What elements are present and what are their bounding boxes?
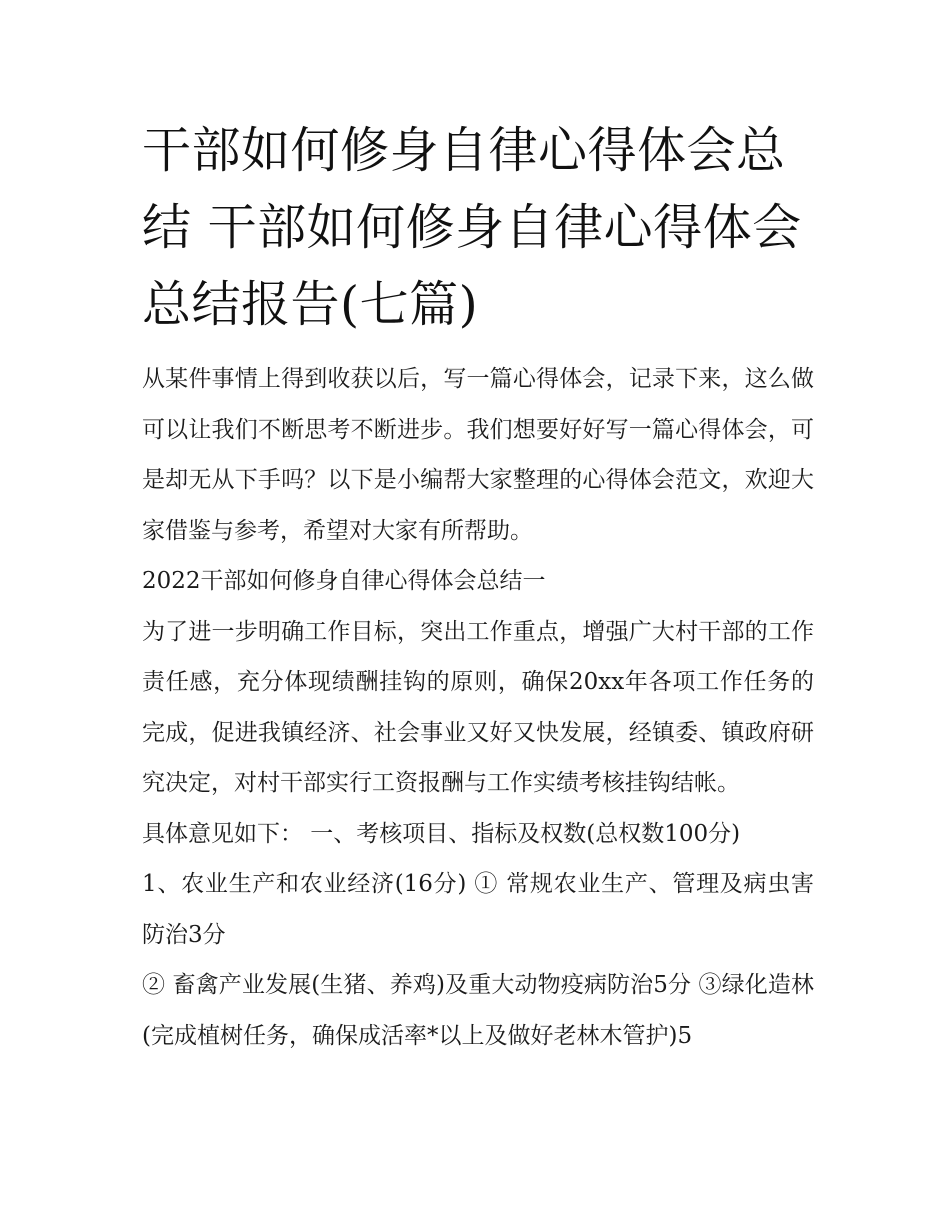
document-title: 干部如何修身自律心得体会总结 干部如何修身自律心得体会总结报告(七篇) — [142, 122, 802, 333]
body-paragraph: ② 畜禽产业发展(生猪、养鸡)及重大动物疫病防治5分 ③绿化造林(完成植树任务，确保成活率*以上及做好老林木管护)5 — [142, 972, 814, 1049]
intro-paragraph: 从某件事情上得到收获以后，写一篇心得体会，记录下来，这么做可以让我们不断思考不断进步。我们想要好好写一篇心得体会，可是却无从下手吗？以下是小编帮大家整理的心得体会范文，欢迎大家借鉴与参考，希望对大家有所帮助。 — [142, 366, 814, 544]
body-paragraph: 为了进一步明确工作目标，突出工作重点，增强广大村干部的工作责任感，充分体现绩酬挂钩的原则，确保20xx年各项工作任务的完成，促进我镇经济、社会事业又好又快发展，经镇委、镇政府研究决定，对村干部实行工资报酬与工作实绩考核挂钩结帐。 — [142, 618, 814, 796]
body-paragraph: 具体意见如下： 一、考核项目、指标及权数(总权数100分) — [142, 820, 741, 847]
body-paragraph: 1、农业生产和农业经济(16分) ① 常规农业生产、管理及病虫害防治3分 — [142, 871, 814, 948]
section-heading: 2022干部如何修身自律心得体会总结一 — [142, 568, 546, 594]
document-body — [142, 354, 814, 1061]
